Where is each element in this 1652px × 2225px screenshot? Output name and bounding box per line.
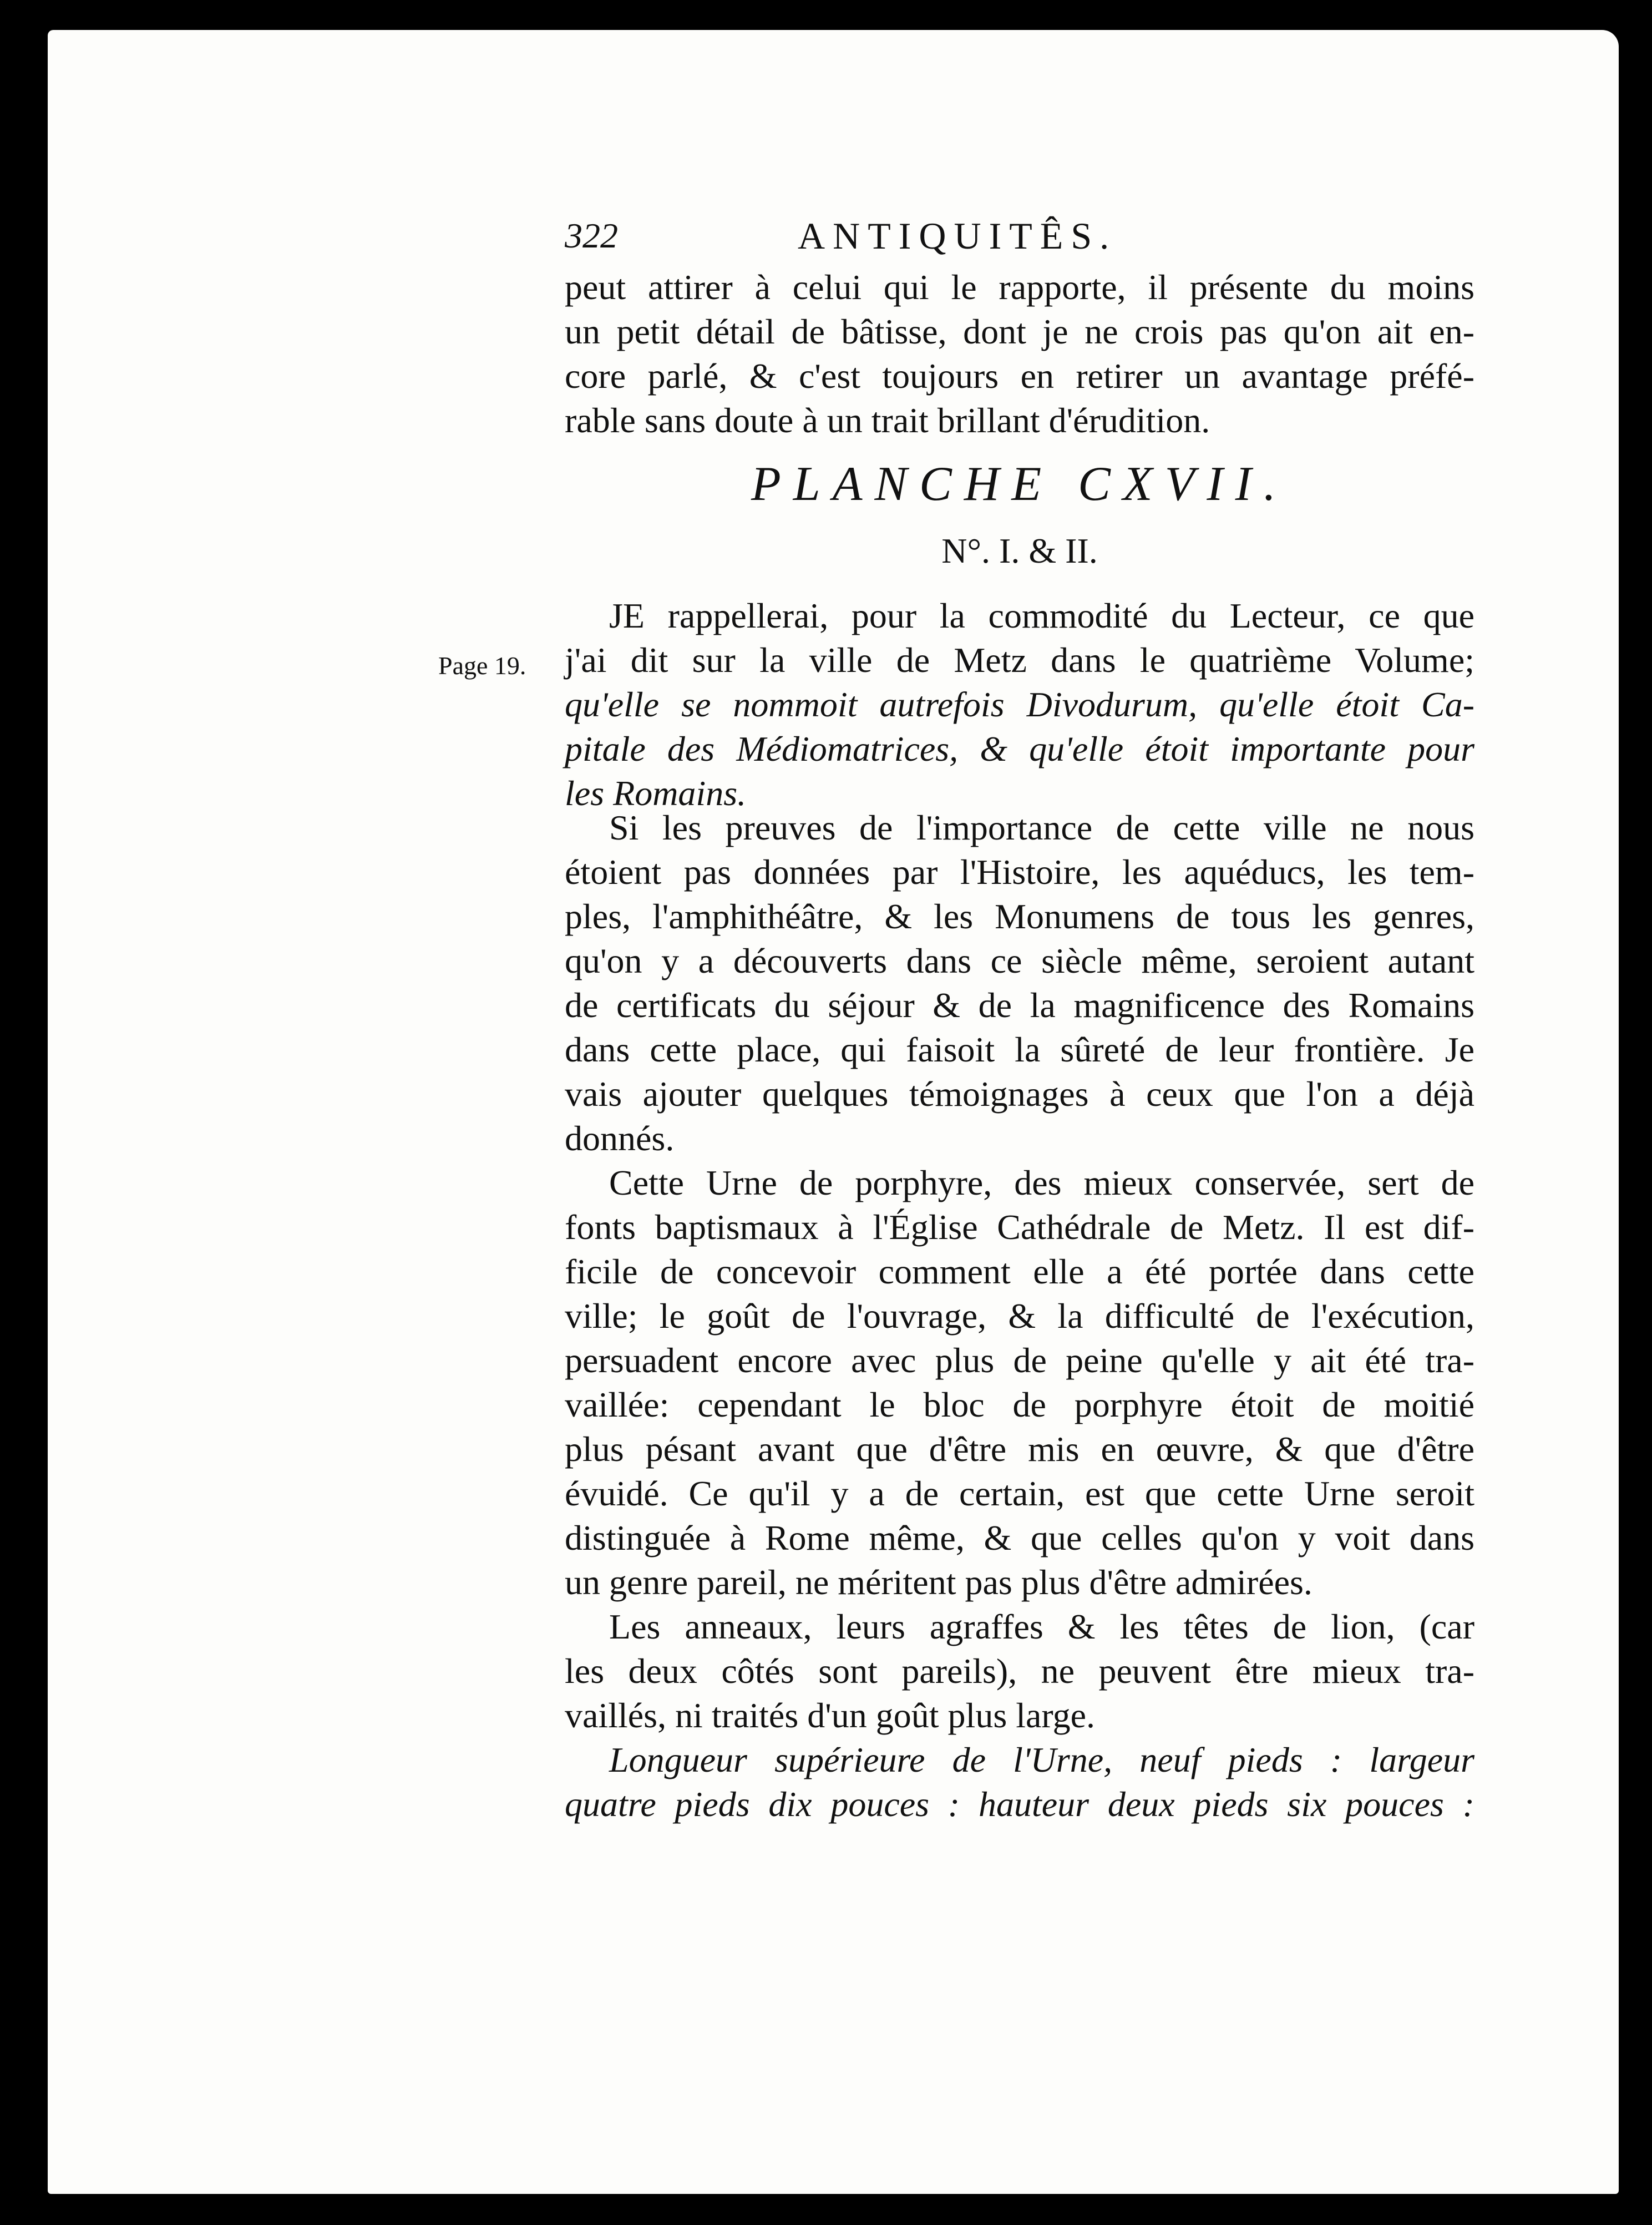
plate-numbers: N°. I. & II. (941, 531, 1098, 570)
text-line: quatre pieds dix pouces : hauteur deux pieds six pouces : (565, 1784, 1474, 1824)
text-line: vaillée: cependant le bloc de porphyre étoit de moitié (565, 1385, 1474, 1424)
text-line: dans cette place, qui faisoit la sûreté de leur frontière. Je (565, 1030, 1474, 1069)
text-line: un petit détail de bâtisse, dont je ne crois pas qu'on ait en- (565, 312, 1474, 351)
text-line: ficile de concevoir comment elle a été portée dans cette (565, 1252, 1474, 1291)
text-line: donnés. (565, 1119, 675, 1158)
text-line: JE rappellerai, pour la commodité du Lecteur, ce que (609, 596, 1474, 635)
text-line: plus pésant avant que d'être mis en œuvre, & que d'être (565, 1429, 1474, 1469)
text-line: rable sans doute à un trait brillant d'érudition. (565, 401, 1210, 440)
text-line: Si les preuves de l'importance de cette ville ne nous (609, 808, 1474, 847)
text-line: étoient pas données par l'Histoire, les aquéducs, les tem- (565, 852, 1474, 892)
text-line: j'ai dit sur la ville de Metz dans le quatrième Volume; (565, 640, 1474, 680)
text-line: persuadent encore avec plus de peine qu'elle y ait été tra- (565, 1341, 1474, 1380)
text-line: Longueur supérieure de l'Urne, neuf pieds : largeur (609, 1740, 1474, 1779)
text-line: qu'on y a découverts dans ce siècle même, seroient autant (565, 941, 1474, 980)
text-line: les Romains. (565, 773, 747, 813)
text-line: peut attirer à celui qui le rapporte, il présente du moins (565, 267, 1474, 307)
text-line: vaillés, ni traités d'un goût plus large. (565, 1696, 1095, 1735)
text-line: un genre pareil, ne méritent pas plus d'être admirées. (565, 1562, 1313, 1602)
text-line: Les anneaux, leurs agraffes & les têtes de lion, (car (609, 1607, 1474, 1646)
page-header (565, 211, 1474, 261)
text-line: Cette Urne de porphyre, des mieux conservée, sert de (609, 1163, 1474, 1202)
text-line: de certificats du séjour & de la magnificence des Romains (565, 985, 1474, 1025)
margin-reference: Page 19. (438, 651, 526, 680)
text-line: les deux côtés sont pareils), ne peuvent être mieux tra- (565, 1651, 1474, 1691)
text-line: distinguée à Rome même, & que celles qu'on y voit dans (565, 1518, 1474, 1558)
text-line: vais ajouter quelques témoignages à ceux que l'on a déjà (565, 1074, 1474, 1114)
running-title: ANTIQUITÊS. (798, 215, 1117, 257)
text-line: évuidé. Ce qu'il y a de certain, est que cette Urne seroit (565, 1474, 1474, 1513)
text-line: qu'elle se nommoit autrefois Divodurum, qu'elle étoit Ca- (565, 685, 1474, 724)
text-line: ples, l'amphithéâtre, & les Monumens de tous les genres, (565, 897, 1474, 936)
plate-title: PLANCHE CXVII. (751, 457, 1288, 511)
page-number: 322 (565, 216, 618, 255)
text-line: pitale des Médiomatrices, & qu'elle étoit importante pour (565, 729, 1474, 768)
text-line: ville; le goût de l'ouvrage, & la difficulté de l'exécution, (565, 1296, 1474, 1336)
text-line: fonts baptismaux à l'Église Cathédrale de Metz. Il est dif- (565, 1207, 1474, 1247)
text-line: core parlé, & c'est toujours en retirer un avantage préfé- (565, 356, 1474, 396)
